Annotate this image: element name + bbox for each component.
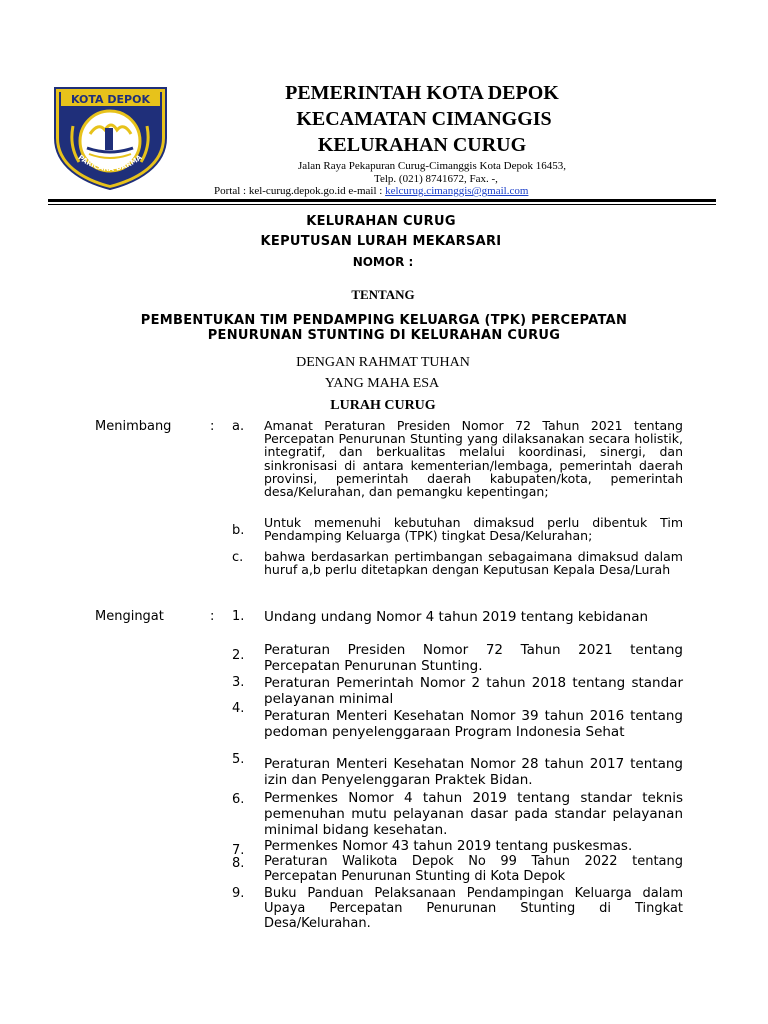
header-rule-thin <box>48 204 716 205</box>
header-subdistrict: KECAMATAN CIMANGGIS <box>296 108 552 130</box>
header-phone: Telp. (021) 8741672, Fax. -, <box>374 173 498 185</box>
doc-number: NOMOR : <box>352 255 414 269</box>
portal-text: Portal : kel-curug.depok.go.id e-mail : <box>214 185 386 197</box>
header-village: KELURAHAN CURUG <box>317 134 527 156</box>
mengingat-item-7: Permenkes Nomor 43 tahun 2019 tentang puskesmas. <box>264 838 633 854</box>
menimbang-marker-a: a. <box>232 419 245 434</box>
mengingat-item-9: Buku Panduan Pelaksanaan Pendampingan Keluarga dalam Upaya Percepatan Penurunan Stunting di Tingkat Desa/Kelurahan. <box>264 886 683 931</box>
mengingat-marker-5: 5. <box>232 752 245 767</box>
mengingat-item-6: Permenkes Nomor 4 tahun 2019 tentang standar teknis pemenuhan mutu pelayanan dasar pada standar pelayanan minimal bidang kesehatan. <box>264 790 683 839</box>
svg-text:PARICARA DARMA: PARICARA DARMA <box>76 153 144 174</box>
menimbang-item-c: bahwa berdasarkan pertimbangan sebagaimana dimaksud dalam huruf a,b perlu ditetapkan dengan Keputusan Kepala Desa/Lurah <box>264 549 683 578</box>
menimbang-marker-c: c. <box>232 550 244 565</box>
mengingat-label: Mengingat <box>95 609 164 624</box>
mengingat-item-4: Peraturan Menteri Kesehatan Nomor 39 tahun 2016 tentang pedoman penyelenggaraan Program Indonesia Sehat <box>264 708 683 741</box>
mengingat-marker-9: 9. <box>232 886 245 901</box>
doc-decree-title: KEPUTUSAN LURAH MEKARSARI <box>260 234 502 249</box>
mengingat-colon: : <box>210 609 215 624</box>
mengingat-marker-1: 1. <box>232 609 245 624</box>
mengingat-marker-3: 3. <box>232 675 245 690</box>
svg-text:KOTA DEPOK: KOTA DEPOK <box>71 93 150 106</box>
doc-institution: KELURAHAN CURUG <box>306 214 456 229</box>
header-address: Jalan Raya Pekapuran Curug-Cimanggis Kota Depok 16453, <box>298 160 566 172</box>
doc-subject-line1: PEMBENTUKAN TIM PENDAMPING KELUARGA (TPK) PERCEPATAN <box>140 313 628 328</box>
menimbang-item-b: Untuk memenuhi kebutuhan dimaksud perlu dibentuk Tim Pendamping Keluarga (TPK) tingkat Desa/Kelurahan; <box>264 515 683 544</box>
doc-blessing-line1: DENGAN RAHMAT TUHAN <box>296 355 470 370</box>
menimbang-label: Menimbang <box>95 419 172 434</box>
mengingat-marker-4: 4. <box>232 701 245 716</box>
doc-issuer: LURAH CURUG <box>330 398 436 413</box>
header-rule-thick <box>48 199 716 202</box>
doc-about: TENTANG <box>351 287 415 302</box>
mengingat-item-2: Peraturan Presiden Nomor 72 Tahun 2021 tentang Percepatan Penurunan Stunting. <box>264 642 683 675</box>
doc-subject-line2: PENURUNAN STUNTING DI KELURAHAN CURUG <box>207 328 561 343</box>
mengingat-item-3: Peraturan Pemerintah Nomor 2 tahun 2018 tentang standar pelayanan minimal <box>264 675 683 708</box>
header-portal <box>214 185 528 197</box>
mengingat-marker-7: 7. <box>232 843 245 858</box>
mengingat-item-8: Peraturan Walikota Depok No 99 Tahun 2022 tentang Percepatan Penurunan Stunting di Kota Depok <box>264 854 683 884</box>
mengingat-item-1: Undang undang Nomor 4 tahun 2019 tentang kebidanan <box>264 609 649 625</box>
menimbang-marker-b: b. <box>232 523 245 538</box>
menimbang-colon: : <box>210 419 215 434</box>
email-link[interactable]: kelcurug.cimanggis@gmail.com <box>385 185 529 197</box>
mengingat-item-5: Peraturan Menteri Kesehatan Nomor 28 tahun 2017 tentang izin dan Penyelenggaran Praktek Bidan. <box>264 756 683 789</box>
mengingat-marker-2: 2. <box>232 648 245 663</box>
mengingat-marker-8: 8. <box>232 856 245 871</box>
kota-depok-logo <box>53 86 168 190</box>
menimbang-item-a: Amanat Peraturan Presiden Nomor 72 Tahun 2021 tentang Percepatan Penurunan Stunting yang dilaksanakan secara holistik, integratif, dan berkualitas melalui koordinasi, sinergi, dan sinkronisasi di antara kementerian/lembaga, pemerintah daerah provinsi, pemerintah daerah kabupaten/kota, pemerintah desa/Kelurahan, dan pemangku kepentingan; <box>264 418 683 500</box>
doc-blessing-line2: YANG MAHA ESA <box>324 376 440 391</box>
mengingat-marker-6: 6. <box>232 792 245 807</box>
header-government: PEMERINTAH KOTA DEPOK <box>285 82 559 104</box>
